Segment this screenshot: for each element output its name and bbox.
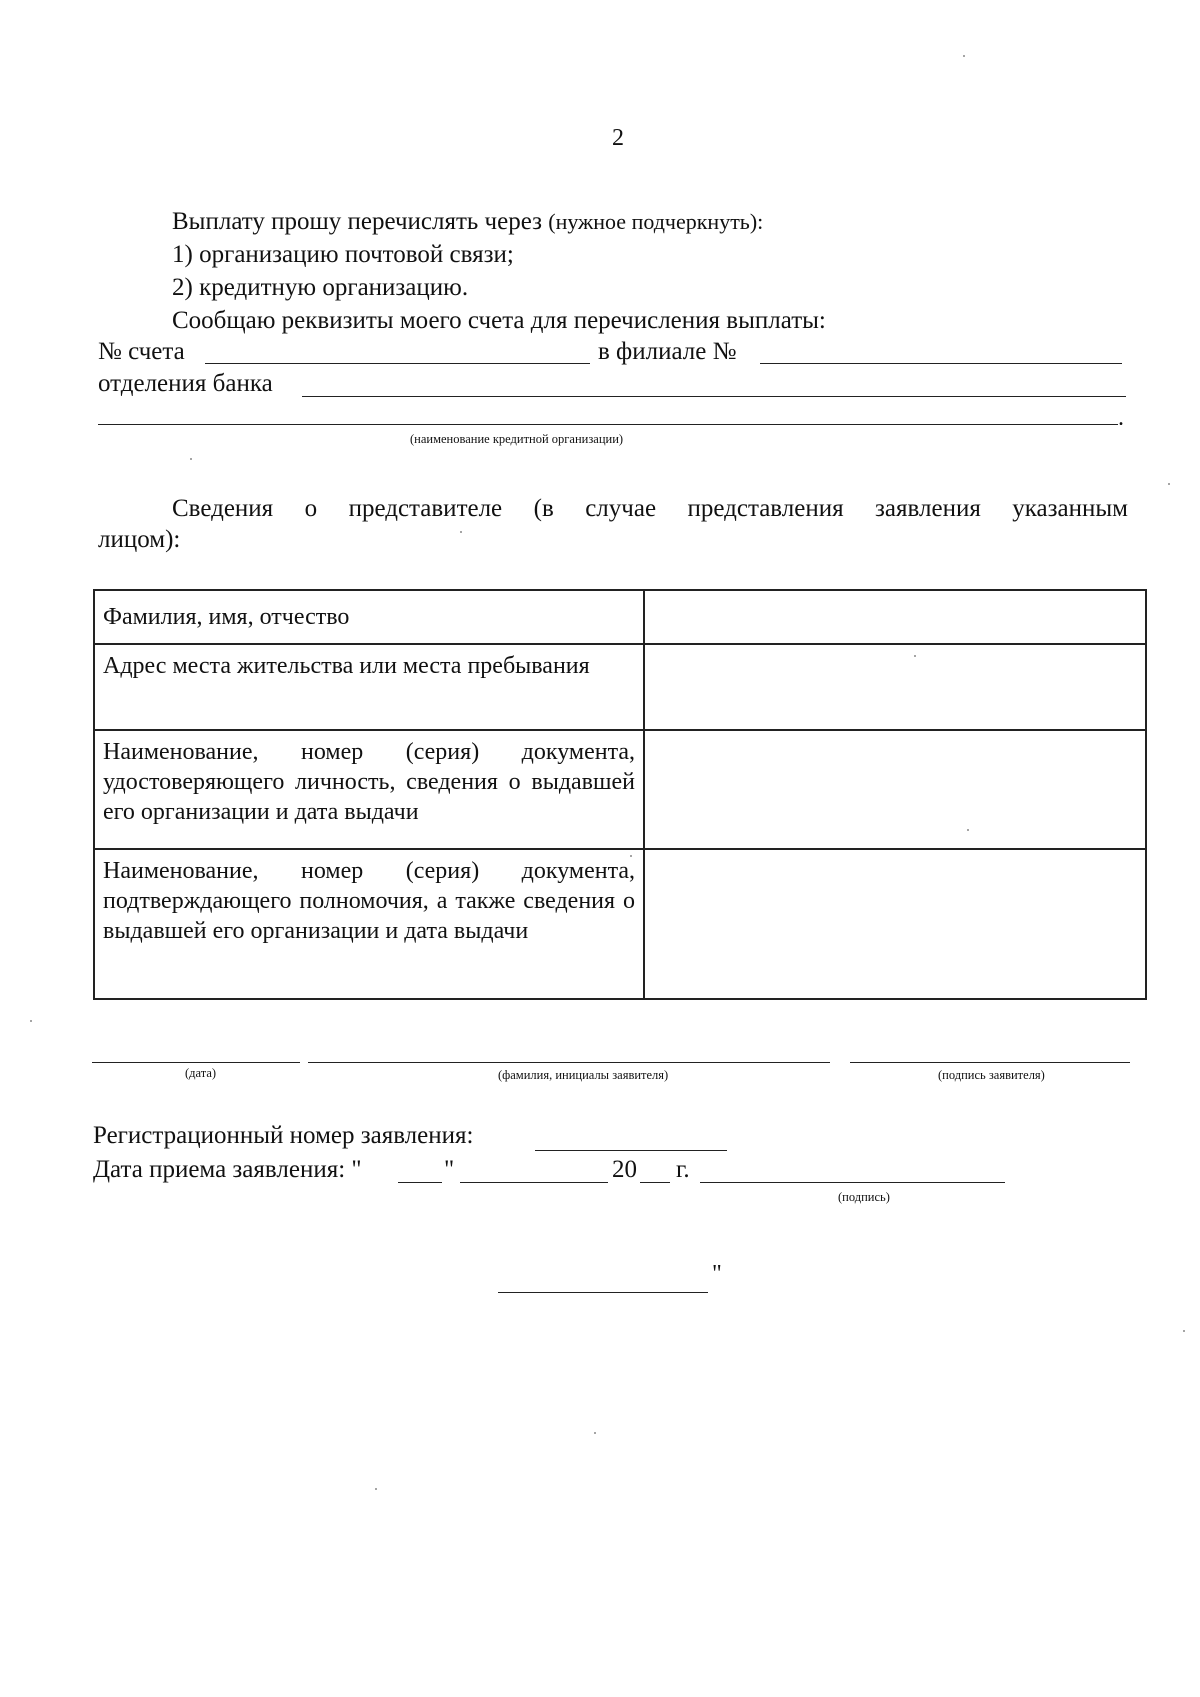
receipt-year-field[interactable] [640,1182,670,1183]
date-field[interactable] [92,1062,300,1063]
rep-id-document-value[interactable] [644,730,1146,849]
receipt-year-suffix: г. [676,1156,690,1183]
scan-speck [914,655,916,657]
closing-quote: " [712,1261,722,1287]
applicant-signature-caption: (подпись заявителя) [938,1068,1045,1082]
rep-address-label: Адрес места жительства или места пребывания [94,644,644,730]
bank-office-field[interactable] [302,396,1126,397]
receipt-day-field[interactable] [398,1182,442,1183]
representative-table [93,589,1147,1000]
representative-heading: Сведения о представителе (в случае представления заявления указанным [172,495,1128,522]
table-row [94,849,1146,999]
scan-speck [460,531,462,533]
registration-number-label: Регистрационный номер заявления: [93,1122,474,1149]
rep-fullname-label: Фамилия, имя, отчество [94,590,644,644]
scan-speck [190,458,192,460]
credit-org-caption: (наименование кредитной организации) [410,432,624,446]
receipt-date-quote-close: " [444,1156,455,1183]
receipt-month-field[interactable] [460,1182,608,1183]
scan-speck [1183,1330,1185,1332]
applicant-name-caption: (фамилия, инициалы заявителя) [498,1068,669,1082]
account-number-field[interactable] [205,363,590,364]
table-row [94,730,1146,849]
table-row [94,590,1146,644]
scan-speck [967,829,969,831]
rep-fullname-value[interactable] [644,590,1146,644]
payment-option-bank: 2) кредитную организацию. [172,274,469,301]
payment-intro-note: (нужное подчеркнуть): [548,209,764,234]
account-details-heading: Сообщаю реквизиты моего счета для перечисления выплаты: [172,307,826,334]
scan-speck [30,1020,32,1022]
receipt-date-label: Дата приема заявления: " [93,1156,362,1183]
registration-number-field[interactable] [535,1150,727,1151]
applicant-name-field[interactable] [308,1062,830,1063]
page-number: 2 [612,125,624,151]
scan-speck [963,55,965,57]
representative-heading-cont: лицом): [98,526,181,553]
payment-option-post: 1) организацию почтовой связи; [172,241,514,268]
scan-speck [594,1432,596,1434]
rep-authority-document-value[interactable] [644,849,1146,999]
rep-authority-document-label: Наименование, номер (серия) документа, подтверждающего полномочия, а также сведения о выдавшей его организации и дата выдачи [94,849,644,999]
payment-intro [172,207,763,237]
closing-line [498,1292,708,1293]
applicant-signature-field[interactable] [850,1062,1130,1063]
bank-office-label: отделения банка [98,370,273,397]
branch-number-label: в филиале № [598,338,737,365]
rep-id-document-label: Наименование, номер (серия) документа, удостоверяющего личность, сведения о выдавшей его организации и дата выдачи [94,730,644,849]
branch-number-field[interactable] [760,363,1122,364]
table-row [94,644,1146,730]
credit-org-name-field[interactable] [98,424,1118,425]
payment-intro-text: Выплату прошу перечислять через [172,208,542,235]
receipt-signature-caption: (подпись) [838,1190,890,1204]
scan-speck [630,855,632,857]
receipt-year-prefix: 20 [612,1156,637,1183]
credit-org-end-dot: . [1118,405,1124,431]
receipt-signature-field[interactable] [700,1182,1005,1183]
scan-speck [1168,483,1170,485]
rep-address-value[interactable] [644,644,1146,730]
account-number-label: № счета [98,338,185,365]
scan-speck [375,1488,377,1490]
date-caption: (дата) [185,1066,217,1080]
